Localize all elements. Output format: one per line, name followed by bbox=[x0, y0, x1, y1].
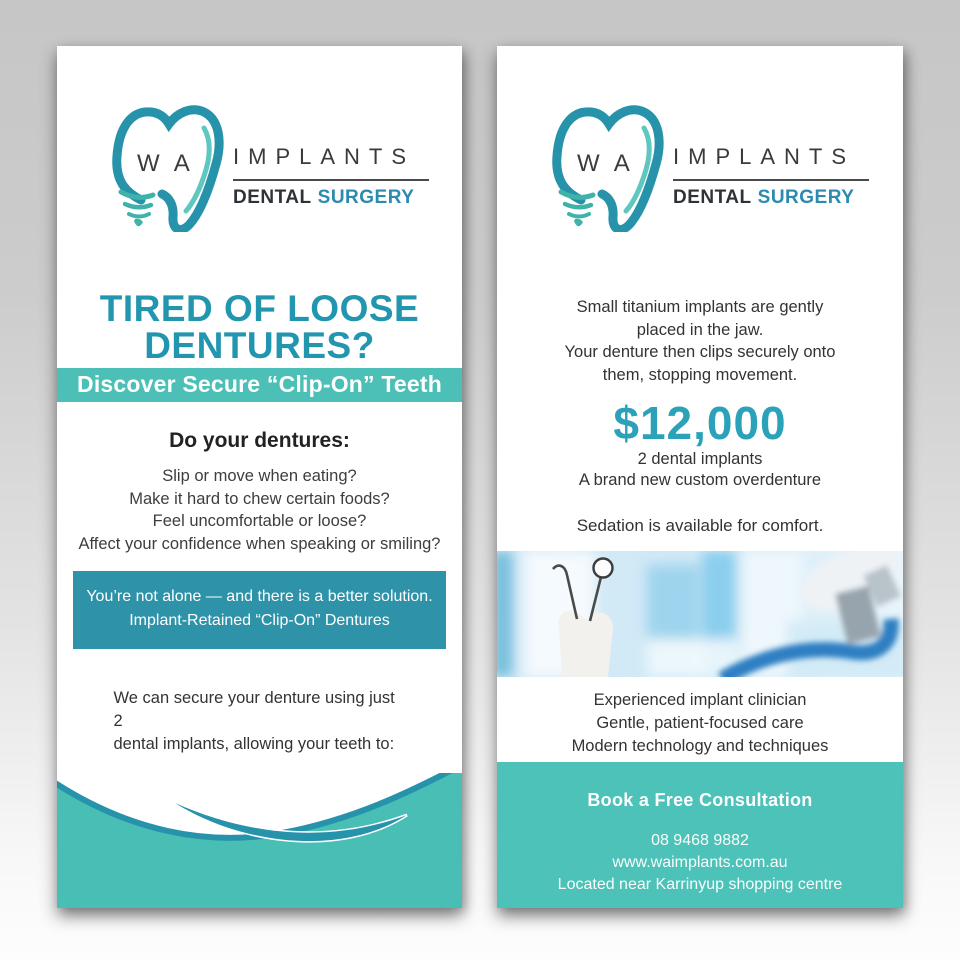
body-copy bbox=[114, 687, 406, 756]
intro-line: Small titanium implants are gently bbox=[576, 298, 824, 316]
body-line-1: We can secure your denture using just 2 bbox=[113, 689, 395, 730]
clinic-benefit-line: Experienced implant clinician bbox=[593, 691, 807, 709]
implant-intro-copy bbox=[497, 296, 903, 386]
location-text: Located near Karrinyup shopping centre bbox=[557, 876, 843, 893]
logo-dental-surgery bbox=[233, 187, 429, 209]
clinic-photo bbox=[497, 551, 903, 677]
website-url: www.waimplants.com.au bbox=[612, 854, 788, 871]
price-sub-line: 2 dental implants bbox=[637, 450, 763, 468]
intro-line: placed in the jaw. bbox=[636, 320, 764, 339]
logo-wa-text: WA bbox=[137, 150, 205, 177]
section-title: Do your dentures: bbox=[169, 429, 350, 452]
flyer-back-panel bbox=[497, 46, 903, 908]
question-line: Feel uncomfortable or loose? bbox=[152, 512, 367, 530]
headline-line-1: TIRED OF LOOSE bbox=[99, 288, 420, 329]
denture-questions bbox=[57, 465, 462, 555]
question-line: Make it hard to chew certain foods? bbox=[129, 489, 390, 508]
solution-callout-box bbox=[73, 571, 446, 649]
logo-wa-text: WA bbox=[577, 150, 645, 177]
price-sub-line: A brand new custom overdenture bbox=[578, 471, 822, 489]
logo-implants-text: IMPLANTS bbox=[673, 144, 856, 169]
clinic-benefit-list bbox=[497, 689, 903, 758]
wa-implants-logo bbox=[107, 100, 437, 238]
logo-dental-text: DENTAL bbox=[233, 187, 312, 208]
logo-wordmark bbox=[233, 144, 429, 209]
phone-number: 08 9468 9882 bbox=[651, 832, 749, 849]
tagline-banner: Discover Secure “Clip-On” Teeth bbox=[57, 368, 462, 402]
logo-surgery-text: SURGERY bbox=[317, 187, 415, 208]
intro-line: Your denture then clips securely onto bbox=[564, 343, 836, 361]
intro-line: them, stopping movement. bbox=[602, 365, 798, 384]
logo-divider bbox=[673, 179, 869, 181]
contact-footer bbox=[497, 762, 903, 908]
bottom-wave-decoration bbox=[57, 773, 462, 908]
clinic-benefit-line: Modern technology and techniques bbox=[571, 737, 829, 755]
callout-line-2: Implant-Retained “Clip-On” Dentures bbox=[129, 612, 390, 629]
logo-surgery-text: SURGERY bbox=[757, 187, 855, 208]
price: $12,000 bbox=[613, 397, 787, 449]
cta-text: Book a Free Consultation bbox=[587, 790, 813, 810]
logo-dental-surgery bbox=[673, 187, 869, 209]
flyer-front-panel bbox=[57, 46, 462, 908]
headline-line-2: DENTURES? bbox=[144, 325, 375, 366]
logo-implants-text: IMPLANTS bbox=[233, 144, 416, 169]
clinic-benefit-line: Gentle, patient-focused care bbox=[596, 714, 804, 732]
callout-line-1: You’re not alone — and there is a better solution. bbox=[86, 588, 433, 605]
logo-divider bbox=[233, 179, 429, 181]
price-details bbox=[497, 449, 903, 491]
question-line: Affect your confidence when speaking or smiling? bbox=[78, 534, 441, 553]
logo-wordmark bbox=[673, 144, 869, 209]
wa-implants-logo bbox=[547, 100, 877, 238]
question-line: Slip or move when eating? bbox=[162, 467, 357, 485]
body-line-2: dental implants, allowing your teeth to: bbox=[113, 735, 395, 753]
main-headline bbox=[57, 290, 462, 364]
logo-dental-text: DENTAL bbox=[673, 187, 752, 208]
contact-details bbox=[497, 830, 903, 896]
sedation-note: Sedation is available for comfort. bbox=[576, 516, 824, 535]
